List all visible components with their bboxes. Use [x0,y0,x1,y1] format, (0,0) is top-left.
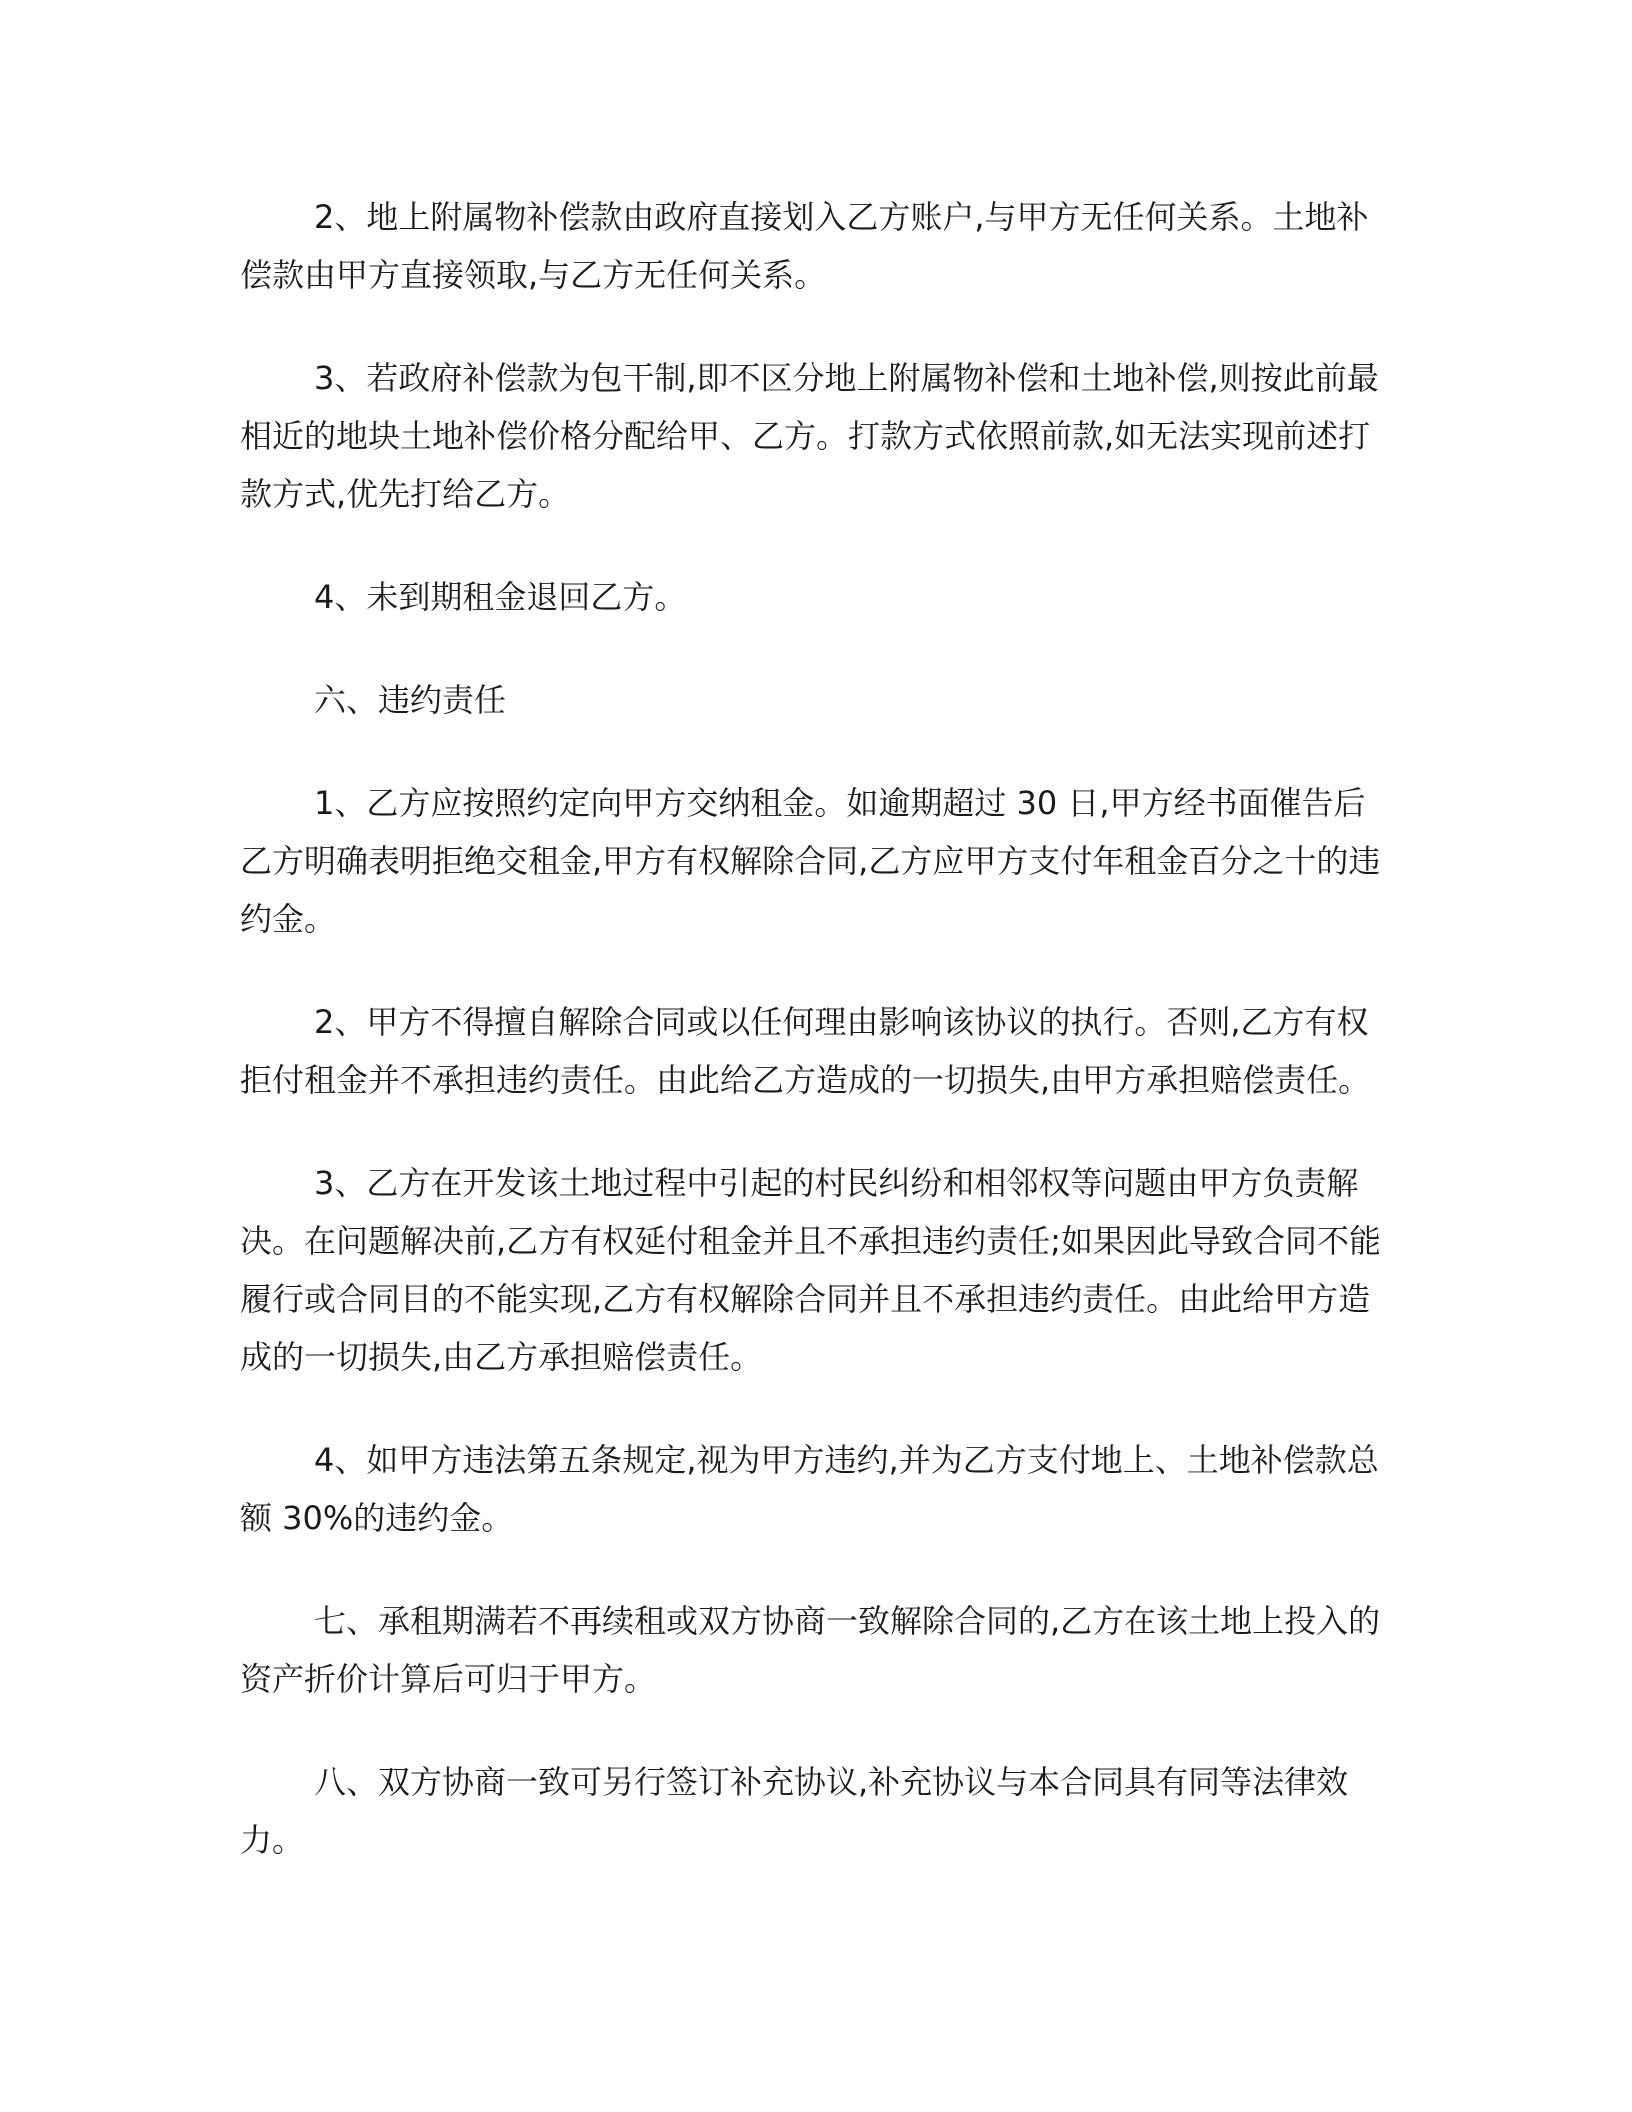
paragraph-villager-disputes: 3、乙方在开发该土地过程中引起的村民纠纷和相邻权等问题由甲方负责解决。在问题解决前,乙方有权延付租金并且不承担违约责任;如果因此导致合同不能履行或合同目的不能实现,乙方有权解除合同并且不承担违约责任。由此给甲方造成的一切损失,由乙方承担赔偿责任。 [240,1164,1381,1376]
section-supplementary-agreement: 八、双方协商一致可另行签订补充协议,补充协议与本合同具有同等法律效力。 [240,1763,1349,1859]
paragraph-landlord-no-termination: 2、甲方不得擅自解除合同或以任何理由影响该协议的执行。否则,乙方有权拒付租金并不承担违约责任。由此给乙方造成的一切损失,由甲方承担赔偿责任。 [240,1003,1371,1099]
section-lease-expiry-assets: 七、承租期满若不再续租或双方协商一致解除合同的,乙方在该土地上投入的资产折价计算后可归于甲方。 [240,1602,1381,1698]
paragraph-compensation-attachments: 2、地上附属物补偿款由政府直接划入乙方账户,与甲方无任何关系。土地补偿款由甲方直接领取,与乙方无任何关系。 [240,198,1369,294]
document-page [240,188,1390,1869]
paragraph-tenant-rent-default: 1、乙方应按照约定向甲方交纳租金。如逾期超过 30 日,甲方经书面催告后乙方明确表明拒绝交租金,甲方有权解除合同,乙方应甲方支付年租金百分之十的违约金。 [240,784,1381,938]
paragraph-article-five-violation: 4、如甲方违法第五条规定,视为甲方违约,并为乙方支付地上、土地补偿款总额 30%的违约金。 [240,1441,1379,1537]
paragraph-lump-sum-compensation: 3、若政府补偿款为包干制,即不区分地上附属物补偿和土地补偿,则按此前最相近的地块土地补偿价格分配给甲、乙方。打款方式依照前款,如无法实现前述打款方式,优先打给乙方。 [240,359,1379,513]
section-heading-breach-liability: 六、违约责任 [314,681,507,719]
paragraph-rent-refund: 4、未到期租金退回乙方。 [314,578,687,616]
